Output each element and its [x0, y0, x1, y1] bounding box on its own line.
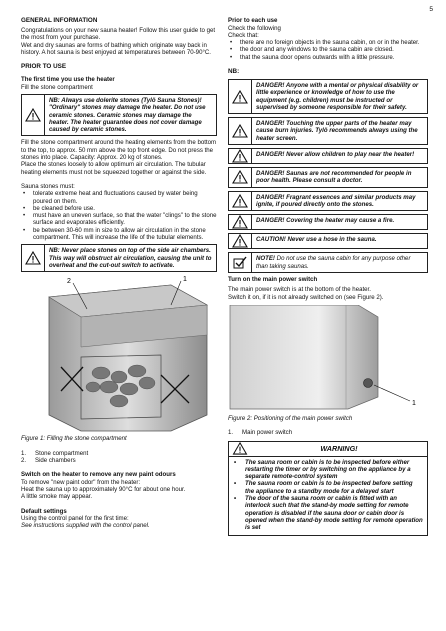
- danger-box: [228, 117, 428, 145]
- warning-triangle-icon: [229, 168, 252, 187]
- figure-label: 2: [67, 278, 71, 286]
- check-list: [228, 39, 428, 61]
- figure-label: 1: [412, 399, 416, 407]
- figure-1-legend: [21, 450, 217, 465]
- warning-title: WARNING!: [320, 443, 358, 453]
- stones-list: [21, 190, 217, 241]
- list-item: • be cleaned before use.: [21, 205, 217, 212]
- warning-list: [229, 457, 427, 535]
- general-heading: GENERAL INFORMATION: [21, 17, 98, 24]
- default-text-2: See instructions supplied with the control panel.: [21, 522, 150, 530]
- list-item: • tolerate extreme heat and fluctuations caused by water being poured on them.: [21, 190, 217, 205]
- warning-triangle-icon: [229, 118, 252, 144]
- checkbox-tick-icon: [229, 253, 252, 272]
- heater-illustration: [21, 275, 217, 433]
- list-item: 1. Main power switch: [228, 429, 293, 437]
- first-time-sub: Fill the stone compartment: [21, 83, 93, 91]
- figure-label: 1: [183, 276, 187, 284]
- each-use-heading: Prior to each use: [228, 17, 278, 24]
- warning-triangle-icon: [229, 80, 252, 113]
- warning-triangle-icon: [229, 234, 252, 248]
- danger-text: DANGER! Touching the upper parts of the heater may cause burn injuries. Tylö recommends always using the heater screen.: [256, 120, 418, 142]
- warning-triangle-icon: [22, 245, 45, 271]
- figure-1-caption: Figure 1: Filling the stone compartment: [21, 435, 127, 443]
- nb-stones-box: [21, 94, 217, 136]
- warning-box: [228, 441, 428, 536]
- danger-text: DANGER! Covering the heater may cause a fire.: [256, 217, 395, 225]
- warning-triangle-icon: [229, 215, 252, 229]
- note-box: [228, 252, 428, 273]
- list-item: • The sauna room or cabin is to be inspected before setting the appliance to a standby mode for a delayed start: [229, 480, 427, 495]
- danger-box: [228, 79, 428, 114]
- list-item: 2. Side chambers: [21, 456, 76, 464]
- page-number: 5: [429, 6, 433, 13]
- list-item: • The sauna room or cabin is to be inspected before either restarting the timer or by switching on the appliance by a separate remote-control system: [229, 459, 427, 481]
- nb-side-text: NB: Never place stones on top of the side air chambers. This way will obstruct air circulation, causing the unit to overheat and the cut-out switch to activate.: [49, 247, 212, 269]
- general-text: Congratulations on your new sauna heater! Follow this user guide to get the most from your purchase.: [21, 27, 216, 42]
- warning-triangle-icon: [229, 192, 252, 211]
- caution-box: [228, 233, 428, 249]
- power-heading: Turn on the main power switch: [228, 275, 318, 283]
- list-item: • must have an uneven surface, so that the water "clings" to the stone surface and evaporates efficiently.: [21, 212, 217, 227]
- default-heading: Default settings: [21, 507, 67, 515]
- warning-triangle-icon: [22, 95, 45, 135]
- list-item: • there are no foreign objects in the sauna cabin, on or in the heater.: [228, 39, 428, 46]
- list-item: • the door and any windows to the sauna cabin are closed.: [228, 46, 428, 53]
- list-item: • be between 30-60 mm in size to allow air circulation in the stone compartment. This will increase the life of the tubular elements.: [21, 227, 217, 242]
- danger-text: DANGER! Fragrant essences and similar products may ignite, if poured directly onto the stones.: [256, 193, 416, 208]
- prior-heading: PRIOR TO USE: [21, 63, 67, 71]
- danger-text: DANGER! Saunas are not recommended for people in poor health. Please consult a doctor.: [256, 170, 412, 185]
- caution-text: CAUTION! Never use a hose in the sauna.: [256, 236, 377, 244]
- odour-text: To remove "new paint odor" from the heater:: [21, 478, 141, 486]
- odour-text-3: A little smoke may appear.: [21, 493, 93, 501]
- danger-box: [228, 214, 428, 230]
- figure-2: [228, 305, 428, 413]
- danger-list: [228, 79, 428, 273]
- list-item: 1. Stone compartment: [21, 449, 89, 457]
- list-item: • that the sauna door opens outwards with a little pressure.: [228, 54, 428, 61]
- odour-heading: Switch on the heater to remove any new paint odours: [21, 471, 176, 479]
- check-that: Check that:: [228, 31, 259, 39]
- power-text-2: Switch it on, if it is not already switched on (see Figure 2).: [228, 293, 384, 301]
- warning-triangle-icon: [229, 149, 252, 163]
- odour-text-2: Heat the sauna up to approximately 90°C for about one hour.: [21, 485, 186, 493]
- general-text-2: Wet and dry saunas are forms of bathing which originate way back in history. A hot sauna is best enjoyed at temperatures between 70-90°C.: [21, 41, 211, 56]
- note-body: Do not use the sauna cabin for any purpose other than taking saunas.: [256, 255, 411, 270]
- nb-side-box: [21, 244, 217, 272]
- power-text: The main power switch is at the bottom of the heater.: [228, 286, 371, 294]
- danger-box: [228, 148, 428, 164]
- default-text: Using the control panel for the first time:: [21, 515, 129, 522]
- first-time-heading: The first time you use the heater: [21, 76, 115, 84]
- nb-stones-text: NB: Always use dolerite stones (Tylö Sauna Stones)! "Ordinary" stones may damage the heater. Do not use ceramic stones. Ceramic stones may damage the heater. The heater guarantee does not cover damage caused by ceramic stones.: [49, 96, 206, 134]
- list-item: • The door of the sauna room or cabin is fitted with an interlock such that the stand-by mode setting for remote operation is disabled if the sauna door or cabin door is opened when the stand-by mode setting for remote operation is set: [229, 495, 427, 531]
- nb-heading: NB:: [228, 67, 240, 75]
- note-label: NOTE!: [256, 255, 275, 263]
- warning-header: [229, 442, 427, 457]
- figure-1: [21, 275, 217, 433]
- fill-text-2: Place the stones loosely to allow optimum air circulation. The tubular heating elements must not be squeezed together or against the side.: [21, 161, 207, 176]
- figure-2-legend: [228, 429, 428, 436]
- figure-2-caption: Figure 2: Positioning of the main power switch: [228, 414, 353, 422]
- danger-box: [228, 191, 428, 212]
- danger-text: DANGER! Never allow children to play near the heater!: [256, 151, 415, 159]
- note-text: [252, 253, 427, 272]
- fill-text: Fill the stone compartment around the heating elements from the bottom to the top, to approx. 50 mm above the top front edge. Do not press the stones into place. Capacity: Approx. 20 kg of stones.: [21, 139, 217, 162]
- left-column: [21, 17, 217, 530]
- danger-box: [228, 167, 428, 188]
- warning-triangle-icon: [229, 442, 251, 455]
- stones-must: Sauna stones must:: [21, 182, 75, 190]
- right-column: [228, 17, 428, 536]
- check-text: Check the following: [228, 24, 281, 32]
- danger-text: DANGER! Anyone with a mental or physical disability or little experience or knowledge of how to use the equipment (e.g. children) must be instructed or supervised by someone responsible for their safety.: [256, 81, 419, 111]
- heater-base-illustration: [228, 305, 428, 413]
